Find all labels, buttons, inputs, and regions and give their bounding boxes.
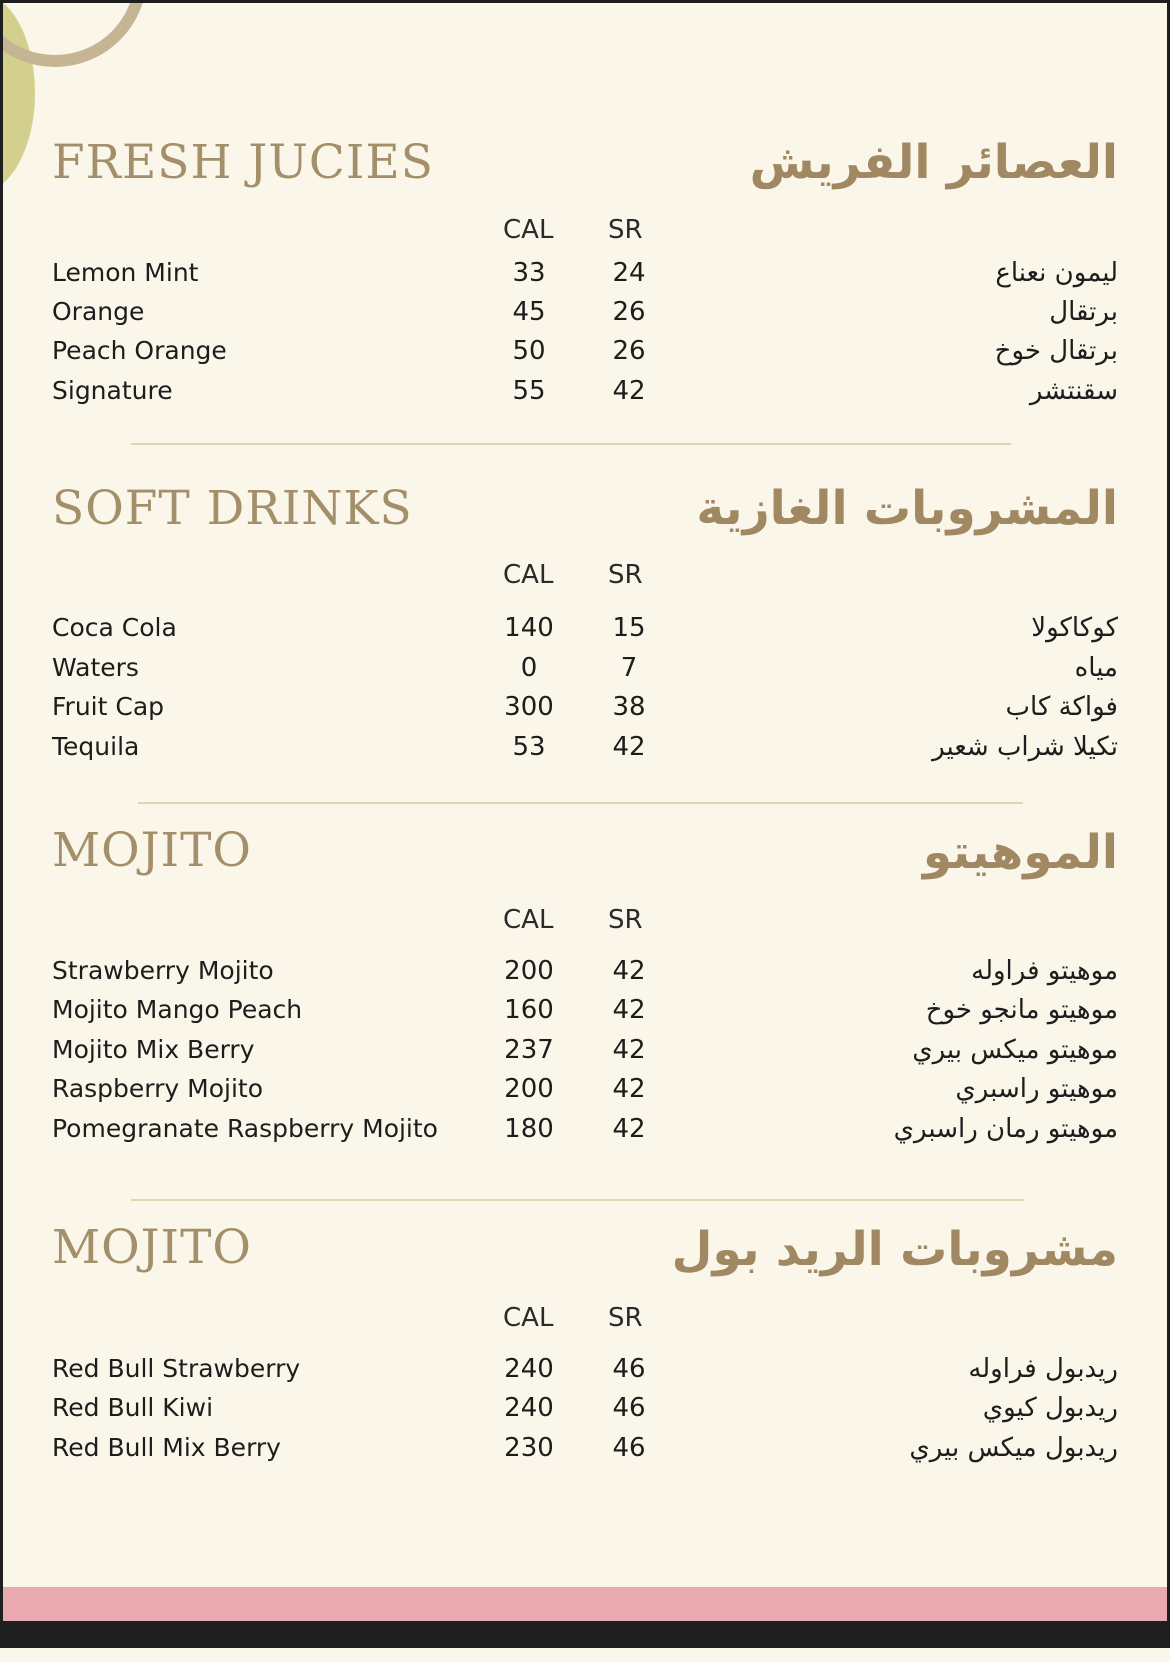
item-name-en: Pomegranate Raspberry Mojito: [52, 1114, 438, 1143]
section-title-ar: الموهيتو: [922, 825, 1118, 880]
cal-column-header: CAL: [503, 215, 554, 245]
menu-item: [3, 655, 1167, 695]
item-price: 26: [612, 297, 646, 327]
decorative-ring: [3, 3, 147, 67]
item-calories: 53: [512, 732, 546, 762]
section-divider: [131, 443, 1011, 445]
menu-item: [3, 1037, 1167, 1077]
section-title-ar: المشروبات الغازية: [696, 481, 1118, 536]
section-title-ar: مشروبات الريد بول: [671, 1222, 1118, 1277]
section-title-en: FRESH JUCIES: [52, 135, 434, 190]
menu-item: [3, 299, 1167, 339]
section-title-en: MOJITO: [52, 1220, 252, 1275]
item-name-en: Red Bull Strawberry: [52, 1354, 301, 1383]
item-name-en: Raspberry Mojito: [52, 1074, 263, 1103]
item-name-ar: ريدبول كيوي: [982, 1393, 1118, 1423]
menu-item: [3, 260, 1167, 300]
item-price: 15: [612, 613, 646, 643]
item-name-ar: موهيتو فراوله: [971, 956, 1118, 986]
item-price: 7: [620, 653, 638, 683]
item-calories: 140: [504, 613, 554, 643]
item-name-en: Orange: [52, 297, 145, 326]
sr-column-header: SR: [608, 905, 643, 935]
item-price: 26: [612, 336, 646, 366]
menu-item: [3, 338, 1167, 378]
menu-item: [3, 694, 1167, 734]
next-page-edge: [0, 1648, 1170, 1662]
sr-column-header: SR: [608, 1303, 643, 1333]
item-calories: 45: [512, 297, 546, 327]
item-name-en: Waters: [52, 653, 139, 682]
item-price: 42: [612, 995, 646, 1025]
item-name-en: Red Bull Kiwi: [52, 1393, 214, 1422]
footer-band: [3, 1587, 1167, 1621]
section-title-ar: العصائر الفريش: [749, 135, 1118, 190]
item-name-ar: برتقال خوخ: [994, 336, 1118, 366]
item-name-ar: موهيتو راسبري: [955, 1074, 1118, 1104]
menu-item: [3, 1076, 1167, 1116]
menu-item: [3, 958, 1167, 998]
item-price: 42: [612, 956, 646, 986]
item-name-en: Strawberry Mojito: [52, 956, 274, 985]
item-name-en: Red Bull Mix Berry: [52, 1433, 281, 1462]
item-price: 42: [612, 1114, 646, 1144]
section-title-en: MOJITO: [52, 823, 252, 878]
item-price: 46: [612, 1354, 646, 1384]
item-name-ar: سقنتشر: [1029, 376, 1118, 406]
item-price: 42: [612, 376, 646, 406]
item-name-en: Peach Orange: [52, 336, 227, 365]
menu-item: [3, 1395, 1167, 1435]
section-title-en: SOFT DRINKS: [52, 481, 413, 536]
cal-column-header: CAL: [503, 1303, 554, 1333]
item-name-en: Mojito Mix Berry: [52, 1035, 255, 1064]
item-name-ar: ريدبول ميكس بيري: [909, 1433, 1118, 1463]
item-price: 24: [612, 258, 646, 288]
item-name-en: Lemon Mint: [52, 258, 199, 287]
item-name-ar: ليمون نعناع: [995, 258, 1118, 288]
item-price: 46: [612, 1433, 646, 1463]
item-name-ar: تكيلا شراب شعير: [932, 732, 1118, 762]
section-divider: [131, 1199, 1024, 1201]
item-calories: 200: [504, 956, 554, 986]
item-calories: 55: [512, 376, 546, 406]
menu-item: [3, 1356, 1167, 1396]
item-calories: 180: [504, 1114, 554, 1144]
item-price: 38: [612, 692, 646, 722]
section-divider: [138, 802, 1023, 804]
cal-column-header: CAL: [503, 560, 554, 590]
item-name-en: Coca Cola: [52, 613, 177, 642]
sr-column-header: SR: [608, 215, 643, 245]
menu-item: [3, 734, 1167, 774]
item-name-ar: كوكاكولا: [1031, 613, 1118, 643]
item-name-en: Signature: [52, 376, 173, 405]
item-name-ar: برتقال: [1049, 297, 1118, 327]
sr-column-header: SR: [608, 560, 643, 590]
item-name-ar: مياه: [1074, 653, 1118, 683]
item-price: 42: [612, 1035, 646, 1065]
menu-item: [3, 1116, 1167, 1156]
item-calories: 300: [504, 692, 554, 722]
item-name-en: Fruit Cap: [52, 692, 165, 721]
menu-item: [3, 997, 1167, 1037]
menu-item: [3, 615, 1167, 655]
item-calories: 230: [504, 1433, 554, 1463]
item-price: 42: [612, 1074, 646, 1104]
item-calories: 33: [512, 258, 546, 288]
item-price: 46: [612, 1393, 646, 1423]
item-name-ar: موهيتو رمان راسبري: [893, 1114, 1118, 1144]
item-calories: 50: [512, 336, 546, 366]
item-calories: 240: [504, 1393, 554, 1423]
menu-item: [3, 1435, 1167, 1475]
item-calories: 200: [504, 1074, 554, 1104]
item-calories: 237: [504, 1035, 554, 1065]
cal-column-header: CAL: [503, 905, 554, 935]
item-name-en: Mojito Mango Peach: [52, 995, 303, 1024]
item-calories: 160: [504, 995, 554, 1025]
menu-page: [3, 3, 1167, 1621]
item-name-ar: موهيتو مانجو خوخ: [925, 995, 1118, 1025]
menu-item: [3, 378, 1167, 418]
item-calories: 0: [520, 653, 538, 683]
item-name-ar: ريدبول فراوله: [968, 1354, 1118, 1384]
item-name-ar: فواكة كاب: [1005, 692, 1118, 722]
item-price: 42: [612, 732, 646, 762]
item-name-ar: موهيتو ميكس بيري: [912, 1035, 1118, 1065]
item-name-en: Tequila: [52, 732, 140, 761]
item-calories: 240: [504, 1354, 554, 1384]
